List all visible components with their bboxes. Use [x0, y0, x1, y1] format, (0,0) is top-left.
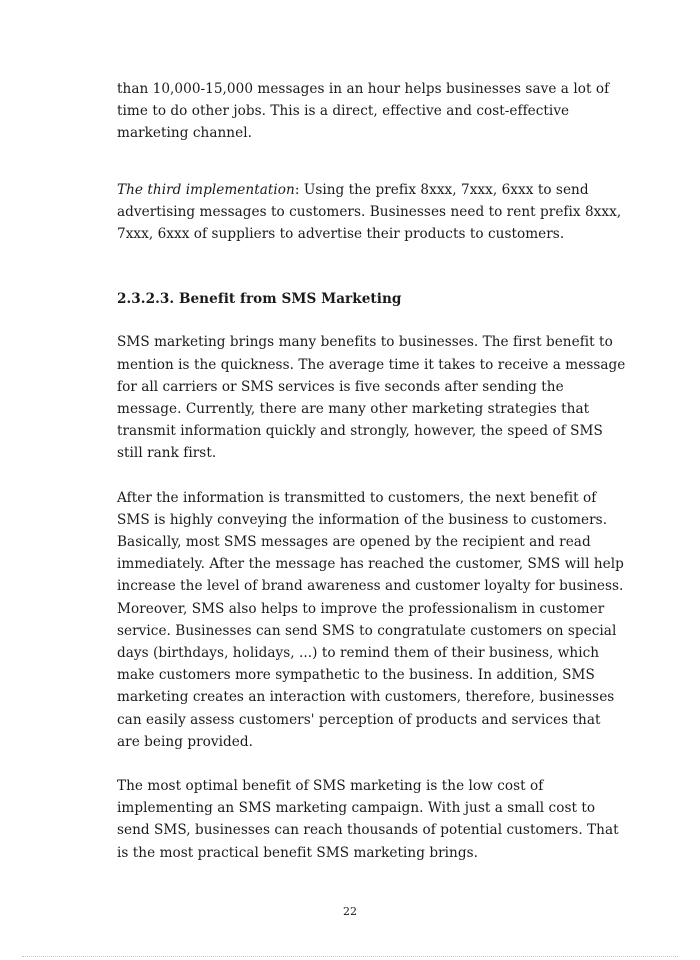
paragraph-benefits-intro: SMS marketing brings many benefits to businesses. The first benefit to mention is the quickness. The average time it takes to receive a message for all carriers or SMS services is five seconds after sending the message. Currently, there are many other marketing strategies that transmit information quickly and strongly, however, the speed of SMS still rank first.: [117, 334, 626, 462]
third-implementation-label: The third implementation: [117, 181, 295, 198]
page-number: 22: [343, 905, 357, 918]
paragraph-second-benefit: After the information is transmitted to customers, the next benefit of SMS is highly conveying the information of the business to customers. Basically, most SMS messages are opened by the recipient and read immediately. After the message has reached the customer, SMS will help increase the level of brand awareness and customer loyalty for business. Moreover, SMS also helps to improve the professionalism in customer service. Businesses can send SMS to congratulate customers on special days (birthdays, holidays, ...) to remind them of their business, which make customers more sympathetic to the business. In addition, SMS marketing creates an interaction with customers, therefore, businesses can easily assess customers' perception of products and services that are being provided.: [117, 489, 624, 750]
paragraph-third-implementation: [117, 179, 627, 246]
third-implementation-text: : Using the prefix 8xxx, 7xxx, 6xxx to send advertising messages to customers. Businesses need to rent prefix 8xxx, 7xxx, 6xxx of suppliers to advertise their products to customers.: [117, 181, 622, 243]
section-heading: 2.3.2.3. Benefit from SMS Marketing: [117, 291, 402, 308]
page-bottom-divider: [22, 956, 678, 957]
document-page: [117, 78, 627, 886]
paragraph-continued: than 10,000-15,000 messages in an hour helps businesses save a lot of time to do other jobs. This is a direct, effective and cost-effective marketing channel.: [117, 81, 610, 142]
paragraph-cost-benefit: The most optimal benefit of SMS marketing is the low cost of implementing an SMS marketing campaign. With just a small cost to send SMS, businesses can reach thousands of potential customers. That is the most practical benefit SMS marketing brings.: [117, 778, 619, 861]
